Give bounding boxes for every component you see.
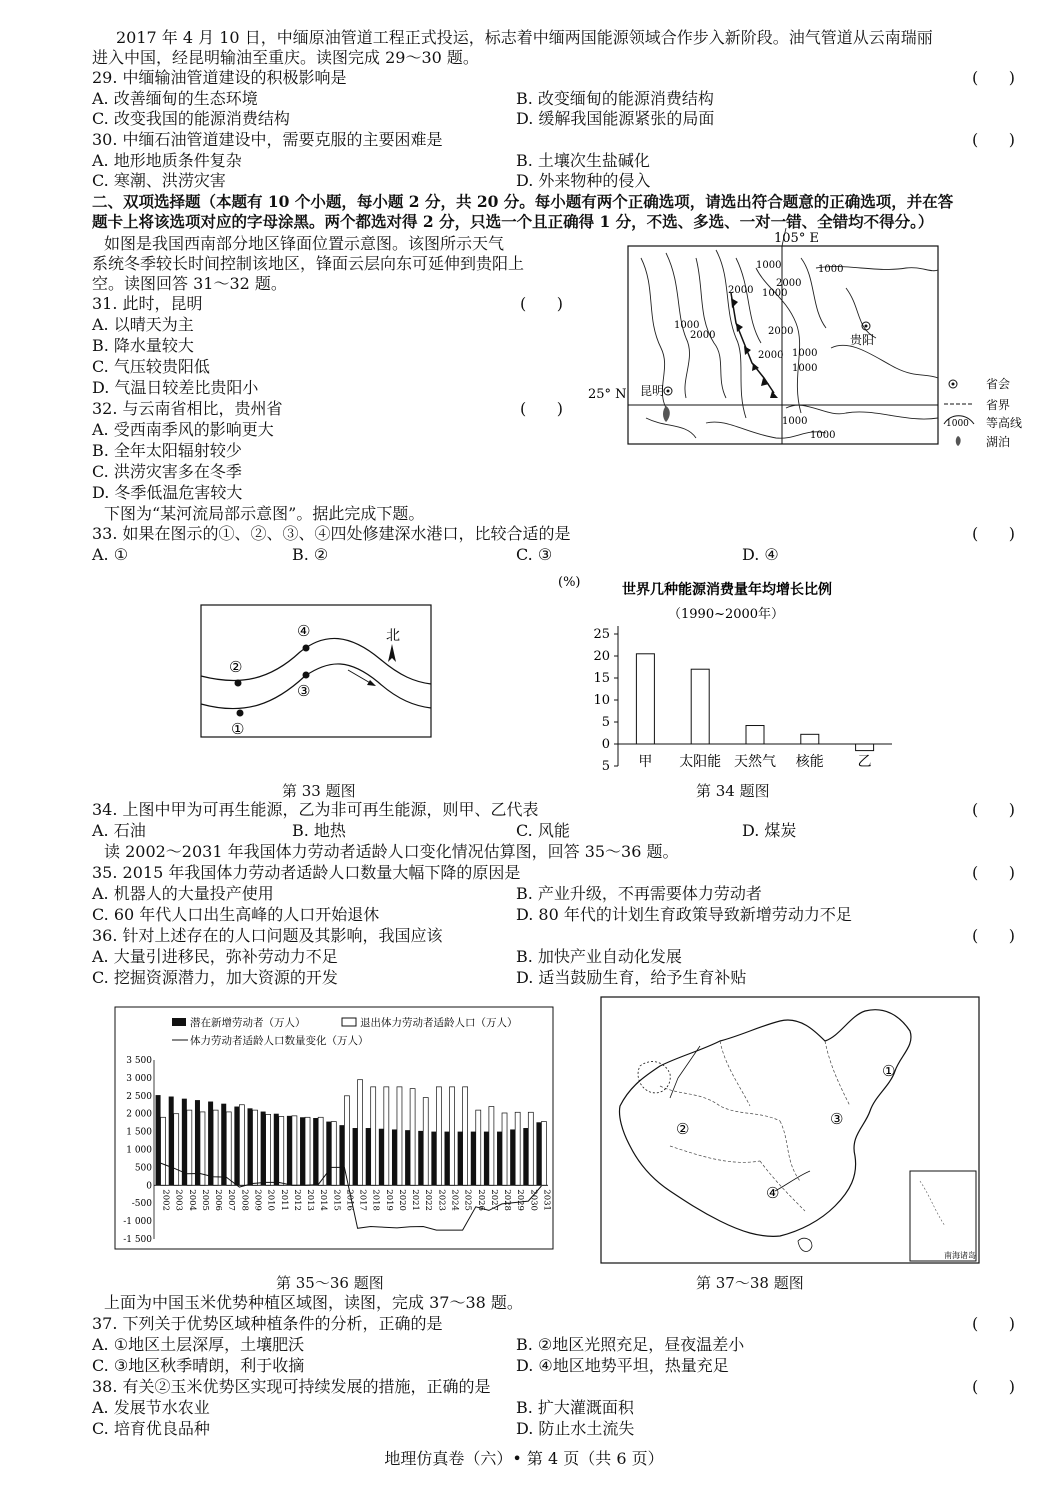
bar-retire-2027 <box>489 1107 494 1186</box>
year-label: 2020 <box>396 1189 407 1211</box>
q38-option-b: B. 扩大灌溉面积 <box>516 1398 634 1417</box>
y-tick-label: 2 500 <box>126 1091 152 1102</box>
contour-label: 1000 <box>792 348 818 359</box>
q35-option-d: D. 80 年代的计划生育政策导致新增劳动力不足 <box>516 905 852 924</box>
bar-retire-2028 <box>502 1113 507 1185</box>
bar-new-2031 <box>536 1122 541 1185</box>
answer-bracket: ( ) <box>972 800 1015 819</box>
bar-retire-2015 <box>331 1122 336 1186</box>
bar-核能 <box>801 734 819 744</box>
q31-option-d: D. 气温日较差比贵阳小 <box>92 378 259 397</box>
q29-stem: 29. 中缅输油管道建设的积极影响是 <box>92 68 347 87</box>
intro-31-32-line3: 空。读图回答 31～32 题。 <box>92 274 287 293</box>
q31-stem: 31. 此时，昆明 <box>92 294 203 313</box>
year-label: 2031 <box>541 1189 552 1211</box>
y-tick-label: 0 <box>601 737 610 752</box>
point-1-label: ① <box>231 720 245 738</box>
q34-stem: 34. 上图中甲为可再生能源，乙为非可再生能源，则甲、乙代表 <box>92 800 539 819</box>
year-label: 2013 <box>305 1189 316 1211</box>
category-label: 天然气 <box>734 754 776 770</box>
q31-option-a: A. 以晴天为主 <box>92 315 194 334</box>
bar-天然气 <box>746 726 764 744</box>
legend-new-workers: 潜在新增劳动者（万人） <box>190 1017 306 1029</box>
bar-retire-2017 <box>358 1080 363 1186</box>
category-label: 核能 <box>795 754 824 770</box>
bar-new-2009 <box>248 1108 253 1185</box>
bar-retire-2002 <box>161 1117 166 1185</box>
q32-option-a: A. 受西南季风的影响更大 <box>92 420 274 439</box>
y-tick-label: 15 <box>593 671 610 686</box>
legend-contour-number: 1000 <box>946 419 969 429</box>
q37-option-d: D. ④地区地势平坦，热量充足 <box>516 1356 729 1375</box>
contour-label: 1000 <box>756 260 782 271</box>
q30-option-a: A. 地形地质条件复杂 <box>92 151 242 170</box>
year-label: 2028 <box>502 1189 513 1211</box>
bar-new-2025 <box>458 1132 463 1186</box>
legend-retiring-workers: 退出体力劳动者适龄人口（万人） <box>360 1017 518 1029</box>
q34-option-b: B. 地热 <box>292 821 346 840</box>
inset-label: 南海诸岛 <box>944 1251 976 1260</box>
chart-title: 世界几种能源消费量年均增长比例 <box>622 582 832 598</box>
y-tick-label: 500 <box>134 1163 152 1174</box>
year-label: 2018 <box>370 1189 381 1211</box>
bar-new-2020 <box>392 1129 397 1185</box>
bar-new-2008 <box>234 1107 239 1186</box>
q29-option-b: B. 改变缅甸的能源消费结构 <box>516 89 714 108</box>
bar-retire-2031 <box>541 1122 546 1186</box>
point-4-label: ④ <box>297 622 311 640</box>
y-tick-label: 3 500 <box>126 1056 152 1066</box>
year-label: 2010 <box>265 1189 276 1211</box>
bar-甲 <box>636 654 654 744</box>
intro-31-32-line2: 系统冬季较长时间控制该地区，锋面云层向东可延伸到贵阳上 <box>92 254 525 273</box>
bar-retire-2029 <box>515 1112 520 1185</box>
q32-option-b: B. 全年太阳辐射较少 <box>92 441 242 460</box>
region-2-label: ② <box>676 1120 690 1138</box>
contour-label: 2000 <box>768 326 794 337</box>
answer-bracket: ( ) <box>972 1377 1015 1396</box>
year-label: 2012 <box>291 1189 302 1211</box>
bar-retire-2025 <box>463 1087 468 1185</box>
page-footer: 地理仿真卷（六）• 第 4 页（共 6 页） <box>384 1449 664 1468</box>
region-3-label: ③ <box>830 1110 844 1128</box>
contour-label: 1000 <box>782 416 808 427</box>
contour-label: 1000 <box>762 288 788 299</box>
river-diagram <box>200 604 432 738</box>
year-label: 2009 <box>252 1189 263 1211</box>
answer-bracket: ( ) <box>520 399 563 418</box>
contour-label: 2000 <box>728 285 754 296</box>
q35-option-b: B. 产业升级，不再需要体力劳动者 <box>516 884 762 903</box>
q34-option-a: A. 石油 <box>92 821 146 840</box>
q30-option-d: D. 外来物种的侵入 <box>516 171 651 190</box>
answer-bracket: ( ) <box>972 1314 1015 1333</box>
q33-stem: 33. 如果在图示的①、②、③、④四处修建深水港口，比较合适的是 <box>92 524 571 543</box>
caption-35-36: 第 35～36 题图 <box>276 1274 384 1292</box>
point-2-label: ② <box>229 658 243 676</box>
year-label: 2005 <box>199 1189 210 1211</box>
bar-retire-2022 <box>423 1098 428 1186</box>
legend-border: 省界 <box>986 398 1011 412</box>
bar-太阳能 <box>691 669 709 744</box>
legend-capital: 省会 <box>986 377 1011 391</box>
bar-new-2013 <box>300 1117 305 1185</box>
q33-option-a: A. ① <box>92 545 129 564</box>
contour-label: 2000 <box>776 278 802 289</box>
year-label: 2011 <box>278 1189 289 1211</box>
north-label: 北 <box>386 628 400 644</box>
y-tick-label: 25 <box>593 627 610 642</box>
bar-retire-2008 <box>239 1105 244 1186</box>
y-tick-label: 2 000 <box>126 1109 152 1120</box>
bar-new-2005 <box>195 1100 200 1185</box>
q32-option-c: C. 洪涝灾害多在冬季 <box>92 462 242 481</box>
contour-label: 1000 <box>818 264 844 275</box>
q31-option-b: B. 降水量较大 <box>92 336 194 355</box>
q36-stem: 36. 针对上述存在的人口问题及其影响，我国应该 <box>92 926 443 945</box>
year-label: 2015 <box>331 1189 342 1211</box>
caption-34: 第 34 题图 <box>696 782 770 800</box>
q37-option-a: A. ①地区土层深厚，土壤肥沃 <box>92 1335 305 1354</box>
category-label: 乙 <box>857 754 872 770</box>
bar-new-2010 <box>261 1112 266 1186</box>
category-label: 太阳能 <box>679 754 722 770</box>
year-label: 2014 <box>318 1189 329 1211</box>
bar-retire-2006 <box>213 1110 218 1185</box>
intro-29-30-line2: 进入中国，经昆明输油至重庆。读图完成 29～30 题。 <box>92 48 479 67</box>
bar-new-2019 <box>379 1129 384 1186</box>
q33-option-d: D. ④ <box>742 545 779 564</box>
contour-label: 1000 <box>674 320 700 331</box>
y-tick-label: 20 <box>593 649 610 664</box>
bar-new-2016 <box>339 1125 344 1185</box>
year-label: 2019 <box>383 1189 394 1211</box>
intro-35-36: 读 2002～2031 年我国体力劳动者适龄人口变化情况估算图，回答 35～36 题。 <box>104 842 679 861</box>
year-label: 2026 <box>475 1189 486 1211</box>
bar-retire-2012 <box>292 1116 297 1185</box>
caption-37-38: 第 37～38 题图 <box>696 1274 804 1292</box>
category-label: 甲 <box>638 754 653 770</box>
q37-option-b: B. ②地区光照充足，昼夜温差小 <box>516 1335 745 1354</box>
contour-label: 1000 <box>810 430 836 441</box>
longitude-label: 105° E <box>774 231 819 246</box>
bar-new-2027 <box>484 1132 489 1186</box>
y-tick-label: 3 000 <box>126 1073 152 1084</box>
china-corn-region-map <box>600 996 980 1264</box>
q36-option-c: C. 挖掘资源潜力，加大资源的开发 <box>92 968 338 987</box>
year-label: 2004 <box>186 1189 197 1211</box>
region-1-label: ① <box>882 1062 896 1080</box>
chart-y-unit: (%) <box>558 575 581 590</box>
bar-new-2018 <box>366 1128 371 1185</box>
bar-new-2011 <box>274 1114 279 1186</box>
bar-retire-2019 <box>384 1087 389 1185</box>
bar-new-2014 <box>313 1118 318 1185</box>
bar-new-2006 <box>208 1102 213 1186</box>
q34-option-c: C. 风能 <box>516 821 570 840</box>
bar-retire-2030 <box>528 1112 533 1185</box>
bar-new-2002 <box>156 1095 161 1185</box>
answer-bracket: ( ) <box>520 294 563 313</box>
q37-option-c: C. ③地区秋季晴朗，利于收摘 <box>92 1356 305 1375</box>
y-tick-label: 10 <box>593 693 610 708</box>
year-label: 2002 <box>160 1189 171 1211</box>
bar-retire-2026 <box>476 1110 481 1185</box>
q29-option-c: C. 改变我国的能源消费结构 <box>92 109 290 128</box>
energy-growth-bar-chart <box>540 566 900 780</box>
q35-option-a: A. 机器人的大量投产使用 <box>92 884 274 903</box>
bar-乙 <box>856 744 874 751</box>
y-tick-label: -1 000 <box>123 1217 152 1228</box>
y-tick-label: 5 <box>601 715 610 730</box>
q33-option-b: B. ② <box>292 545 329 564</box>
q33-option-c: C. ③ <box>516 545 553 564</box>
y-tick-label: 5 <box>601 759 610 774</box>
bar-new-2022 <box>418 1131 423 1185</box>
bar-new-2012 <box>287 1116 292 1185</box>
q35-option-c: C. 60 年代人口出生高峰的人口开始退休 <box>92 905 380 924</box>
legend-contour: 等高线 <box>986 416 1023 430</box>
q29-option-d: D. 缓解我国能源紧张的局面 <box>516 109 715 128</box>
kunming-label: 昆明 <box>640 384 665 398</box>
q38-stem: 38. 有关②玉米优势区实现可持续发展的措施，正确的是 <box>92 1377 491 1396</box>
q32-option-d: D. 冬季低温危害较大 <box>92 483 243 502</box>
y-tick-label: -1 500 <box>123 1235 152 1245</box>
year-label: 2023 <box>436 1189 447 1211</box>
legend-population-change: 体力劳动者适龄人口数量变化（万人） <box>190 1035 369 1047</box>
bar-new-2023 <box>431 1132 436 1186</box>
bar-new-2030 <box>523 1128 528 1185</box>
bar-retire-2018 <box>371 1087 376 1185</box>
q36-option-d: D. 适当鼓励生育，给予生育补贴 <box>516 968 747 987</box>
answer-bracket: ( ) <box>972 524 1015 543</box>
bar-new-2026 <box>471 1132 476 1186</box>
intro-29-30-line1: 2017 年 4 月 10 日，中缅原油管道工程正式投运，标志着中缅两国能源领域合作步入新阶段。油气管道从云南瑞丽 <box>116 28 933 47</box>
q36-option-b: B. 加快产业自动化发展 <box>516 947 682 966</box>
bar-new-2024 <box>445 1132 450 1186</box>
year-label: 2027 <box>488 1189 499 1211</box>
year-label: 2016 <box>344 1189 355 1211</box>
section2-heading-line2: 题卡上将该选项对应的字母涂黑。两个都选对得 2 分，只选一个且正确得 1 分，不选、多选、一对一错、全错均不得分。） <box>92 212 934 231</box>
bar-retire-2020 <box>397 1087 402 1185</box>
q38-option-c: C. 培育优良品种 <box>92 1419 210 1438</box>
year-label: 2017 <box>357 1189 368 1211</box>
bar-new-2017 <box>353 1128 358 1185</box>
q32-stem: 32. 与云南省相比，贵州省 <box>92 399 283 418</box>
bar-new-2003 <box>169 1097 174 1186</box>
intro-31-32-line1: 如图是我国西南部分地区锋面位置示意图。该图所示天气 <box>104 234 505 253</box>
q37-stem: 37. 下列关于优势区域种植条件的分析，正确的是 <box>92 1314 443 1333</box>
y-tick-label: -500 <box>131 1199 152 1210</box>
bar-retire-2011 <box>279 1117 284 1186</box>
q34-option-d: D. 煤炭 <box>742 821 797 840</box>
y-tick-label: 0 <box>146 1181 152 1192</box>
guiyang-label: 贵阳 <box>850 333 875 347</box>
q38-option-a: A. 发展节水农业 <box>92 1398 210 1417</box>
bar-new-2028 <box>497 1132 502 1186</box>
year-label: 2029 <box>515 1189 526 1211</box>
region-4-label: ④ <box>766 1184 780 1202</box>
q30-option-b: B. 土壤次生盐碱化 <box>516 151 650 170</box>
bar-retire-2023 <box>436 1087 441 1185</box>
year-label: 2024 <box>449 1189 460 1211</box>
q30-option-c: C. 寒潮、洪涝灾害 <box>92 171 226 190</box>
front-position-map <box>586 228 1036 450</box>
bar-retire-2013 <box>305 1117 310 1185</box>
q31-option-c: C. 气压较贵阳低 <box>92 357 210 376</box>
year-label: 2025 <box>462 1189 473 1211</box>
year-label: 2006 <box>213 1189 224 1211</box>
bar-new-2021 <box>405 1130 410 1185</box>
bar-retire-2007 <box>226 1112 231 1185</box>
answer-bracket: ( ) <box>972 68 1015 87</box>
y-tick-label: 1 000 <box>126 1145 152 1156</box>
bar-retire-2014 <box>318 1117 323 1185</box>
caption-33: 第 33 题图 <box>282 782 356 800</box>
latitude-label: 25° N <box>588 387 627 402</box>
year-label: 2008 <box>239 1189 250 1211</box>
year-label: 2003 <box>173 1189 184 1211</box>
intro-33: 下图为“某河流局部示意图”。据此完成下题。 <box>104 504 425 523</box>
section2-heading-line1: 二、双项选择题（本题有 10 个小题，每小题 2 分，共 20 分。每小题有两个正确选项，请选出符合题意的正确选项，并在答 <box>92 192 954 211</box>
bar-new-2015 <box>326 1122 331 1186</box>
year-label: 2021 <box>410 1189 421 1211</box>
bar-retire-2024 <box>450 1087 455 1185</box>
point-3-label: ③ <box>297 682 311 700</box>
q38-option-d: D. 防止水土流失 <box>516 1419 635 1438</box>
intro-37-38: 上面为中国玉米优势种植区域图，读图，完成 37～38 题。 <box>104 1293 523 1312</box>
q30-stem: 30. 中缅石油管道建设中，需要克服的主要困难是 <box>92 130 443 149</box>
labor-population-chart <box>114 1006 554 1250</box>
bar-retire-2009 <box>253 1110 258 1185</box>
q29-option-a: A. 改善缅甸的生态环境 <box>92 89 258 108</box>
bar-new-2029 <box>510 1129 515 1185</box>
year-label: 2030 <box>528 1189 539 1211</box>
q36-option-a: A. 大量引进移民，弥补劳动力不足 <box>92 947 338 966</box>
contour-label: 2000 <box>690 330 716 341</box>
y-tick-label: 1 500 <box>126 1127 152 1138</box>
bar-retire-2003 <box>174 1114 179 1186</box>
bar-new-2007 <box>221 1104 226 1186</box>
bar-retire-2021 <box>410 1089 415 1186</box>
year-label: 2022 <box>423 1189 434 1211</box>
legend-lake: 湖泊 <box>986 435 1011 449</box>
q35-stem: 35. 2015 年我国体力劳动者适龄人口数量大幅下降的原因是 <box>92 863 521 882</box>
chart-subtitle: （1990~2000年） <box>668 607 785 622</box>
answer-bracket: ( ) <box>972 130 1015 149</box>
answer-bracket: ( ) <box>972 863 1015 882</box>
year-label: 2007 <box>226 1189 237 1211</box>
answer-bracket: ( ) <box>972 926 1015 945</box>
bar-retire-2010 <box>266 1114 271 1185</box>
contour-label: 2000 <box>758 350 784 361</box>
contour-label: 1000 <box>792 363 818 374</box>
